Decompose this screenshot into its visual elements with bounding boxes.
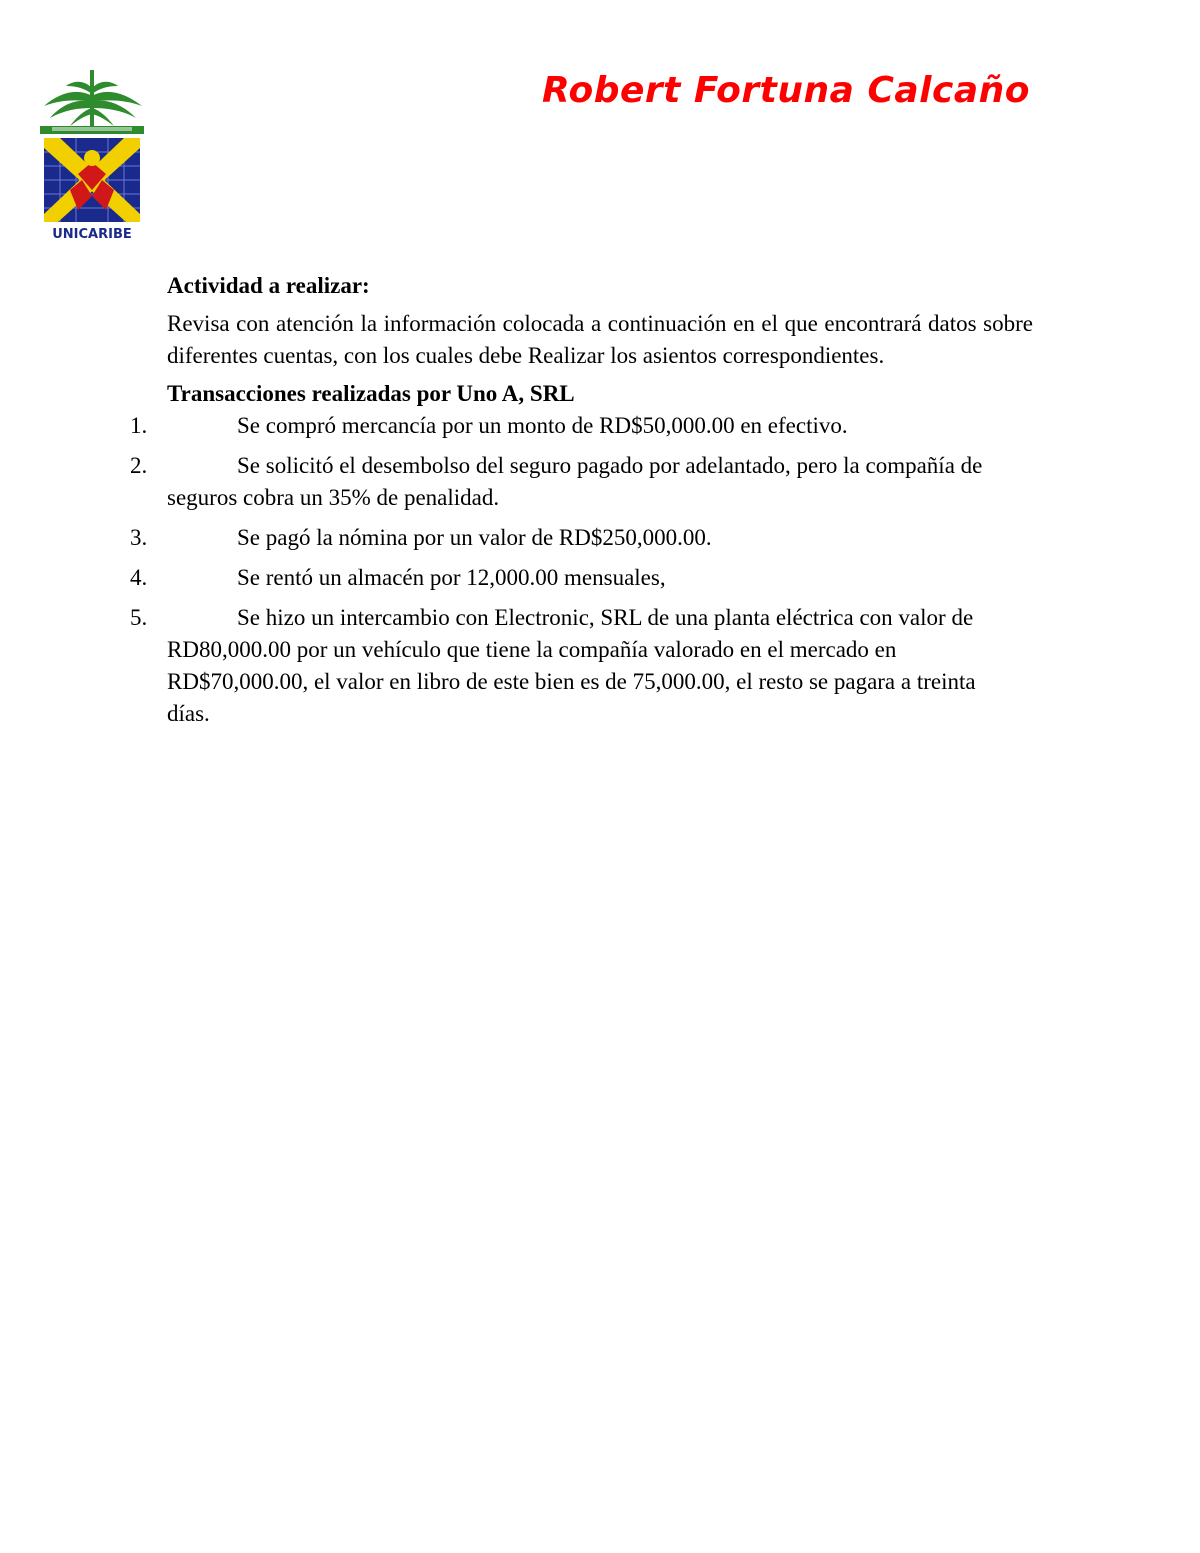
list-item-number: 1.: [130, 413, 148, 438]
list-item: [130, 522, 1033, 554]
unicaribe-logo: [38, 66, 148, 242]
list-item: [130, 602, 1033, 730]
logo-wordmark: UNICARIBE: [52, 227, 132, 242]
list-item: [130, 410, 1033, 442]
list-item-text: Se pagó la nómina por un valor de RD$250,000.00.: [237, 525, 712, 550]
list-item: [130, 450, 1033, 514]
transactions-title: Transacciones realizadas por Uno A, SRL: [167, 381, 575, 406]
list-item-text: Se hizo un intercambio con Electronic, SRL de una planta eléctrica con valor de RD80,000.00 por un vehículo que tiene la compañía valorado en el mercado en RD$70,000.00, el valor en libro de este bien es de 75,000.00, el resto se pagara a treinta días.: [167, 605, 976, 726]
list-item: [130, 562, 1033, 594]
list-item-text: Se rentó un almacén por 12,000.00 mensuales,: [237, 565, 666, 590]
list-item-number: 3.: [130, 525, 148, 550]
activity-title: Actividad a realizar:: [167, 273, 370, 298]
list-item-number: 2.: [130, 453, 148, 478]
document-body: [130, 270, 1033, 738]
transactions-list: [130, 410, 1033, 730]
list-item-text: Se compró mercancía por un monto de RD$50,000.00 en efectivo.: [237, 413, 848, 438]
activity-intro: Revisa con atención la información colocada a continuación en el que encontrará datos sobre diferentes cuentas, con los cuales debe Realizar los asientos correspondientes.: [167, 311, 1033, 368]
list-item-text: Se solicitó el desembolso del seguro pagado por adelantado, pero la compañía de seguros cobra un 35% de penalidad.: [167, 453, 983, 510]
shield-icon: [44, 138, 140, 222]
list-item-number: 5.: [130, 605, 148, 630]
palm-tree-icon: [44, 70, 142, 126]
author-name: Robert Fortuna Calcaño: [542, 70, 1030, 111]
list-item-number: 4.: [130, 565, 148, 590]
